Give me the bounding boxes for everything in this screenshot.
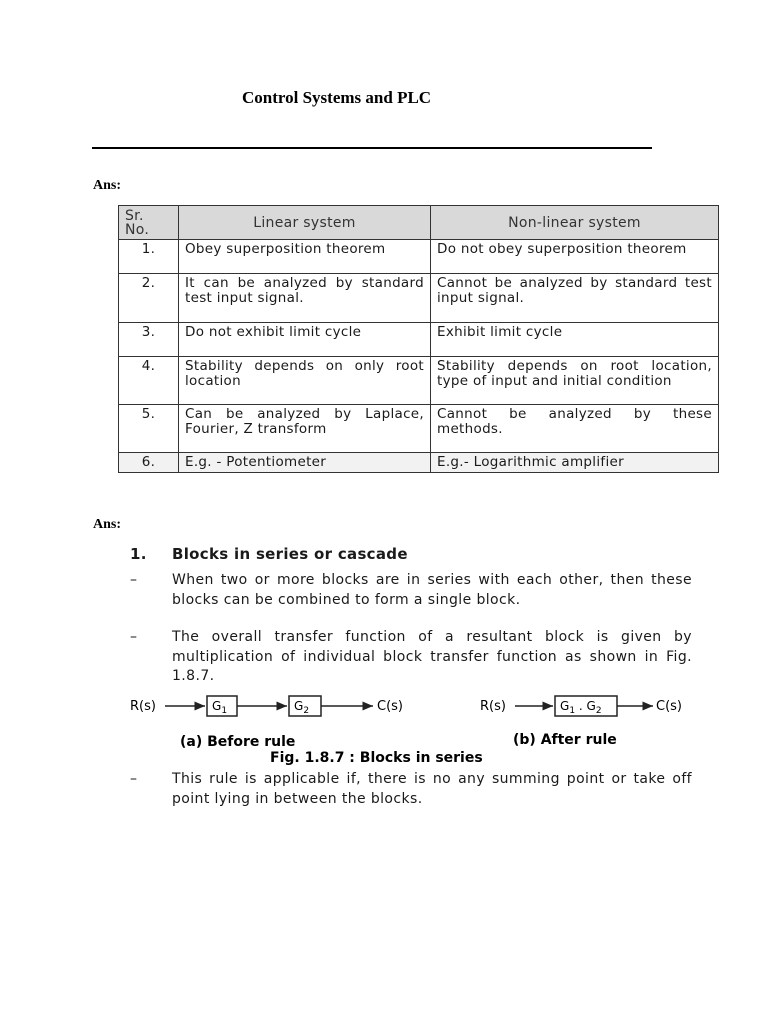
table-header-row <box>119 206 719 240</box>
nonlinear-cell: Cannot be analyzed by standard test input signal. <box>431 274 719 323</box>
caption-a: (a) Before rule <box>180 734 296 750</box>
linear-cell: It can be analyzed by standard test input signal. <box>179 274 431 323</box>
g1g2-label: $G_1$ . $G_2$ <box>560 699 602 716</box>
bullet-item <box>130 628 690 688</box>
input-label-b: R(s) <box>480 699 506 714</box>
section-title: Blocks in series or cascade <box>172 545 408 563</box>
bullet-text: This rule is applicable if, there is no any summing point or take off point lying in between the blocks. <box>172 771 692 807</box>
table-row <box>119 240 719 274</box>
table-row <box>119 453 719 473</box>
row-number: 2. <box>119 274 179 323</box>
table-row <box>119 405 719 453</box>
dash-marker: – <box>130 771 138 787</box>
table-row <box>119 274 719 323</box>
nonlinear-cell: Stability depends on root location, type of input and initial condition <box>431 357 719 405</box>
row-number: 5. <box>119 405 179 453</box>
page-title: Control Systems and PLC <box>242 88 432 107</box>
nonlinear-cell: E.g.- Logarithmic amplifier <box>431 453 719 473</box>
answer-label-1: Ans: <box>93 178 122 193</box>
block-diagram <box>125 690 705 770</box>
header-sr-no: Sr. No. <box>119 206 179 240</box>
nonlinear-cell: Do not obey superposition theorem <box>431 240 719 274</box>
bullet-item <box>130 770 690 815</box>
dash-marker: – <box>130 572 138 588</box>
before-rule-diagram <box>130 696 403 750</box>
answer-label-2: Ans: <box>93 517 122 532</box>
nonlinear-cell: Exhibit limit cycle <box>431 323 719 357</box>
linear-cell: Obey superposition theorem <box>179 240 431 274</box>
row-number: 3. <box>119 323 179 357</box>
linear-cell: Stability depends on only root location <box>179 357 431 405</box>
header-nonlinear: Non-linear system <box>431 206 719 240</box>
after-rule-diagram <box>480 696 682 748</box>
table-row <box>119 323 719 357</box>
linear-cell: E.g. - Potentiometer <box>179 453 431 473</box>
row-number: 6. <box>119 453 179 473</box>
linear-cell: Can be analyzed by Laplace, Fourier, Z transform <box>179 405 431 453</box>
g2-label: $G_2$ <box>294 699 310 716</box>
bullet-text: When two or more blocks are in series with each other, then these blocks can be combined to form a single block. <box>172 572 692 608</box>
table-row <box>119 357 719 405</box>
row-number: 4. <box>119 357 179 405</box>
bullet-text: The overall transfer function of a resultant block is given by multiplication of individual block transfer function as shown in Fig. 1.8.7. <box>172 629 692 684</box>
nonlinear-cell: Cannot be analyzed by these methods. <box>431 405 719 453</box>
section-heading <box>130 545 408 563</box>
comparison-table <box>118 205 719 473</box>
linear-cell: Do not exhibit limit cycle <box>179 323 431 357</box>
output-label-a: C(s) <box>377 699 403 714</box>
input-label-a: R(s) <box>130 699 156 714</box>
header-rule <box>92 147 652 149</box>
row-number: 1. <box>119 240 179 274</box>
bullet-item <box>130 571 690 631</box>
header-linear: Linear system <box>179 206 431 240</box>
section-number: 1. <box>130 545 147 563</box>
figure-caption: Fig. 1.8.7 : Blocks in series <box>270 750 483 766</box>
output-label-b: C(s) <box>656 699 682 714</box>
dash-marker: – <box>130 629 138 645</box>
g1-label: $G_1$ <box>212 699 228 716</box>
caption-b: (b) After rule <box>513 732 617 748</box>
